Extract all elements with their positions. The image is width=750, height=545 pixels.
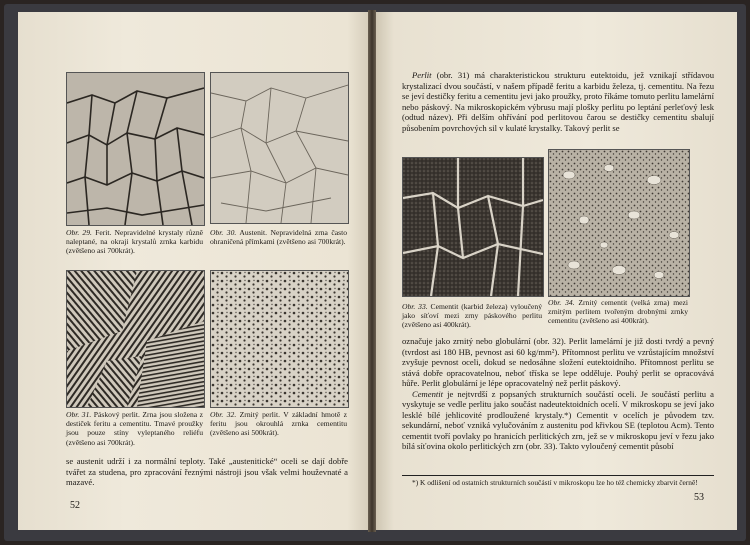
right-page-paragraph-2: označuje jako zrnitý nebo globulární (obr. 32). Perlit lamelární je již dosti tvrdý a pevný (tvrdost asi 180 HB, pevnost asi 60 kg/mm²). Přítomnost perlitu ve vzrůstajícím množství zvyšuje pevnost oceli, dokud se nedosáhne složení eutektoidního. Přítomnost perlitu se stává dobře opracovatelnou, neboť tříska se lepe odděluje. Pouhý perlit se opracovává hůře. Perlit globulární je lépe opracovatelný než perlit páskový. Cementit je nejtvrdší z popsaných strukturních součástí oceli. Je součástí perlitu a vyskytuje se vedle perlitu jako součást nadeutektoidních ocelí. V mikroskopu se jeví jako lesklé bílé jehlicovité prodloužené krystaly.*) Cementit v ocelích je původem tzv. sekundární, neboť vzniká vylučováním z austenitu pod křivkou SE (teplotou Acm). Tento cementit tvoří povlaky po hranicích perlitických zrn, jež se v mikroskopu jeví v řezu jako bílá síťovina okolo perlitických zrn (obr. 33). Takto vyloučený cementit působí bbox=[402, 336, 714, 451]
figure-29-ferrite-micrograph bbox=[66, 72, 205, 226]
figure-33-caption: Obr. 33. Cementit (karbid železa) vyloučený jako síťoví mezi zrny páskového perlitu (zvětšeno asi 400krát). bbox=[402, 302, 543, 330]
figure-30-caption: Obr. 30. Austenit. Nepravidelná zrna často ohraničená přímkami (zvětšeno asi 700krát). bbox=[210, 228, 348, 247]
left-page-number: 52 bbox=[70, 500, 80, 511]
right-page bbox=[372, 12, 737, 530]
figure-31-lamellar-pearlite-micrograph bbox=[66, 270, 205, 408]
figure-33-cementite-network-micrograph bbox=[402, 157, 544, 297]
footnote: *) K odlišení od ostatních strukturních součástí v mikroskopu lze ho též chemicky zbarvit černě! bbox=[412, 478, 698, 487]
figure-32-granular-pearlite-micrograph bbox=[210, 270, 349, 408]
book-spine bbox=[368, 10, 376, 532]
figure-34-caption: Obr. 34. Zrnitý cementit (velká zrna) mezi zrnitým perlitem tvořeným drobnými zrnky cementitu (zvětšeno asi 400krát). bbox=[548, 298, 688, 326]
figure-30-austenite-micrograph bbox=[210, 72, 349, 224]
footnote-rule bbox=[402, 475, 714, 476]
right-page-number: 53 bbox=[694, 492, 704, 503]
left-page-body-text: se austenit udrží i za normální teploty. Také „austenitické“ oceli se dají dobře tvářet za studena, pro zpracování řeznými nástroji jsou však velmi houževnaté a mazavé. bbox=[66, 456, 348, 487]
right-page-paragraph-1: Perlit (obr. 31) má charakteristickou strukturu eutektoidu, jež vznikají střídavou krystalizací dvou součástí, v našem případě feritu a karbidu železa, tj. cementitu. Na řezu se jeví destičky feritu a cementitu jevi jako proužky, proto říkáme tomuto perlitu lamelární nebo páskový. Na mikroskopickém výbrusu mají plošky perlitu po leptání perleťový lesk (odtud název). Při delším ohřívání pod perlitovou čarou se destičky cementitu sbalují působením povrchových sil v kulaté krystalky. Takový perlit se bbox=[402, 70, 714, 133]
left-page bbox=[18, 12, 376, 530]
figure-34-granular-cementite-micrograph bbox=[548, 149, 690, 297]
figure-31-caption: Obr. 31. Páskový perlit. Zrna jsou složena z destiček feritu a cementitu. Tmavé proužky jsou pouze stíny vyleptaného reliéfu (zvětšeno asi 700krát). bbox=[66, 410, 204, 447]
figure-29-caption: Obr. 29. Ferit. Nepravidelné krystaly různě naleptané, na okraji krystalů zrnka karbidu (zvětšeno asi 700krát). bbox=[66, 228, 204, 256]
figure-32-caption: Obr. 32. Zrnitý perlit. V základní hmotě z feritu jsou okrouhlá zrnka cementitu (zvětšeno asi 500krát). bbox=[210, 410, 347, 438]
